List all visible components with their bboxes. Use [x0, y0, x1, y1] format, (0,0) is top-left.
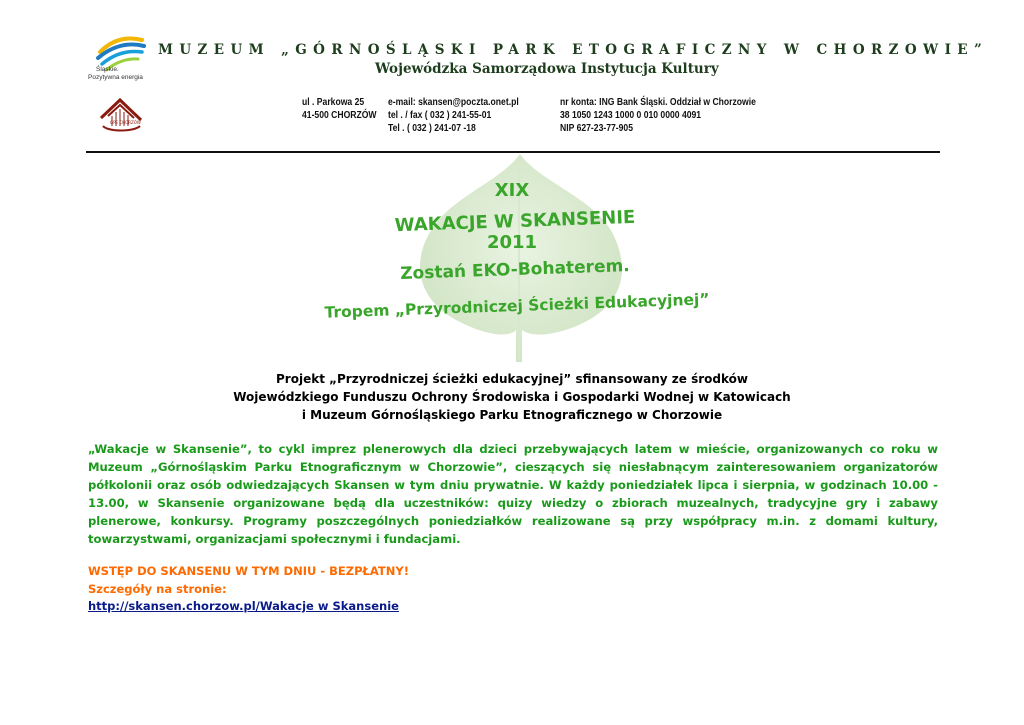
address-tel-fax: tel . / fax ( 032 ) 241-55-01	[388, 110, 492, 121]
event-heading: WAKACJE W SKANSENIE	[394, 206, 636, 237]
details-label: Szczegóły na stronie:	[88, 582, 227, 596]
event-description: „Wakacje w Skansenie”, to cykl imprez plenerowych dla dzieci przebywających latem w mieście, organizowanych co roku w Muzeum „Górnośląskim Parku Etnograficznym w Chorzowie”, cieszących się niesłabnącym zainteresowaniem organizatorów półkolonii oraz osób odwiedzających Skansen w tym dniu prywatnie. W każdy poniedziałek lipca i sierpnia, w godzinach 10.00 - 13.00, w Skansenie organizowane będą dla uczestników: quizy wiedzy o zbiorach muzealnych, tradycyjne gry i zabawy plenerowe, konkursy. Programy poszczególnych poniedziałków realizowane są przy współpracy m.in. z domami kultury, towarzystwami, organizacjami społecznymi i fundacjami.	[88, 442, 938, 546]
path-heading: Tropem „Przyrodniczej Ścieżki Edukacyjnej”	[324, 290, 710, 322]
address-email: e-mail: skansen@poczta.onet.pl	[388, 97, 519, 108]
bank-account: 38 1050 1243 1000 0 010 0000 4091	[560, 110, 702, 121]
website-link[interactable]: http://skansen.chorzow.pl/Wakacje w Skansenie	[88, 599, 399, 613]
museum-house-logo-icon	[98, 96, 144, 136]
funding-line: i Muzeum Górnośląskiego Parku Etnograficznego w Chorzowie	[301, 408, 723, 422]
address-street-block	[302, 96, 377, 122]
address-bank-block	[560, 96, 756, 135]
slogan-heading: Zostań EKO-Bohaterem.	[399, 256, 631, 284]
funding-line: Projekt „Przyrodniczej ścieżki edukacyjnej” sfinansowany ze środków	[276, 372, 748, 386]
address-tel: Tel . ( 032 ) 241-07 -18	[388, 123, 476, 134]
museum-subtitle: Wojewódzka Samorządowa Instytucja Kultury	[375, 61, 719, 77]
address-city: 41-500 CHORZÓW	[302, 110, 377, 121]
svg-text:GPE CHORZÓW: GPE CHORZÓW	[110, 120, 141, 125]
nip-number: NIP 627-23-77-905	[560, 123, 633, 134]
address-street: ul . Parkowa 25	[302, 97, 365, 108]
slaskie-logo-text	[88, 66, 143, 82]
museum-title: MUZEUM „GÓRNOŚLĄSKI PARK ETOGRAFICZNY W CHORZOWIE”	[158, 42, 989, 58]
free-entry-notice: WSTĘP DO SKANSENU W TYM DNIU - BEZPŁATNY!	[88, 564, 409, 578]
slaskie-logo-line2: Pozytywna energia	[88, 74, 143, 81]
year-heading: 2011	[486, 232, 538, 253]
edition-heading: XIX	[494, 180, 530, 201]
slaskie-logo-line1: Śląskie.	[96, 66, 119, 73]
funding-info	[150, 370, 874, 424]
funding-line: Wojewódzkiego Funduszu Ochrony Środowiska i Gospodarki Wodnej w Katowicach	[233, 390, 791, 404]
address-contact-block	[388, 96, 519, 135]
bank-name: nr konta: ING Bank Śląski. Oddział w Chorzowie	[560, 97, 756, 108]
